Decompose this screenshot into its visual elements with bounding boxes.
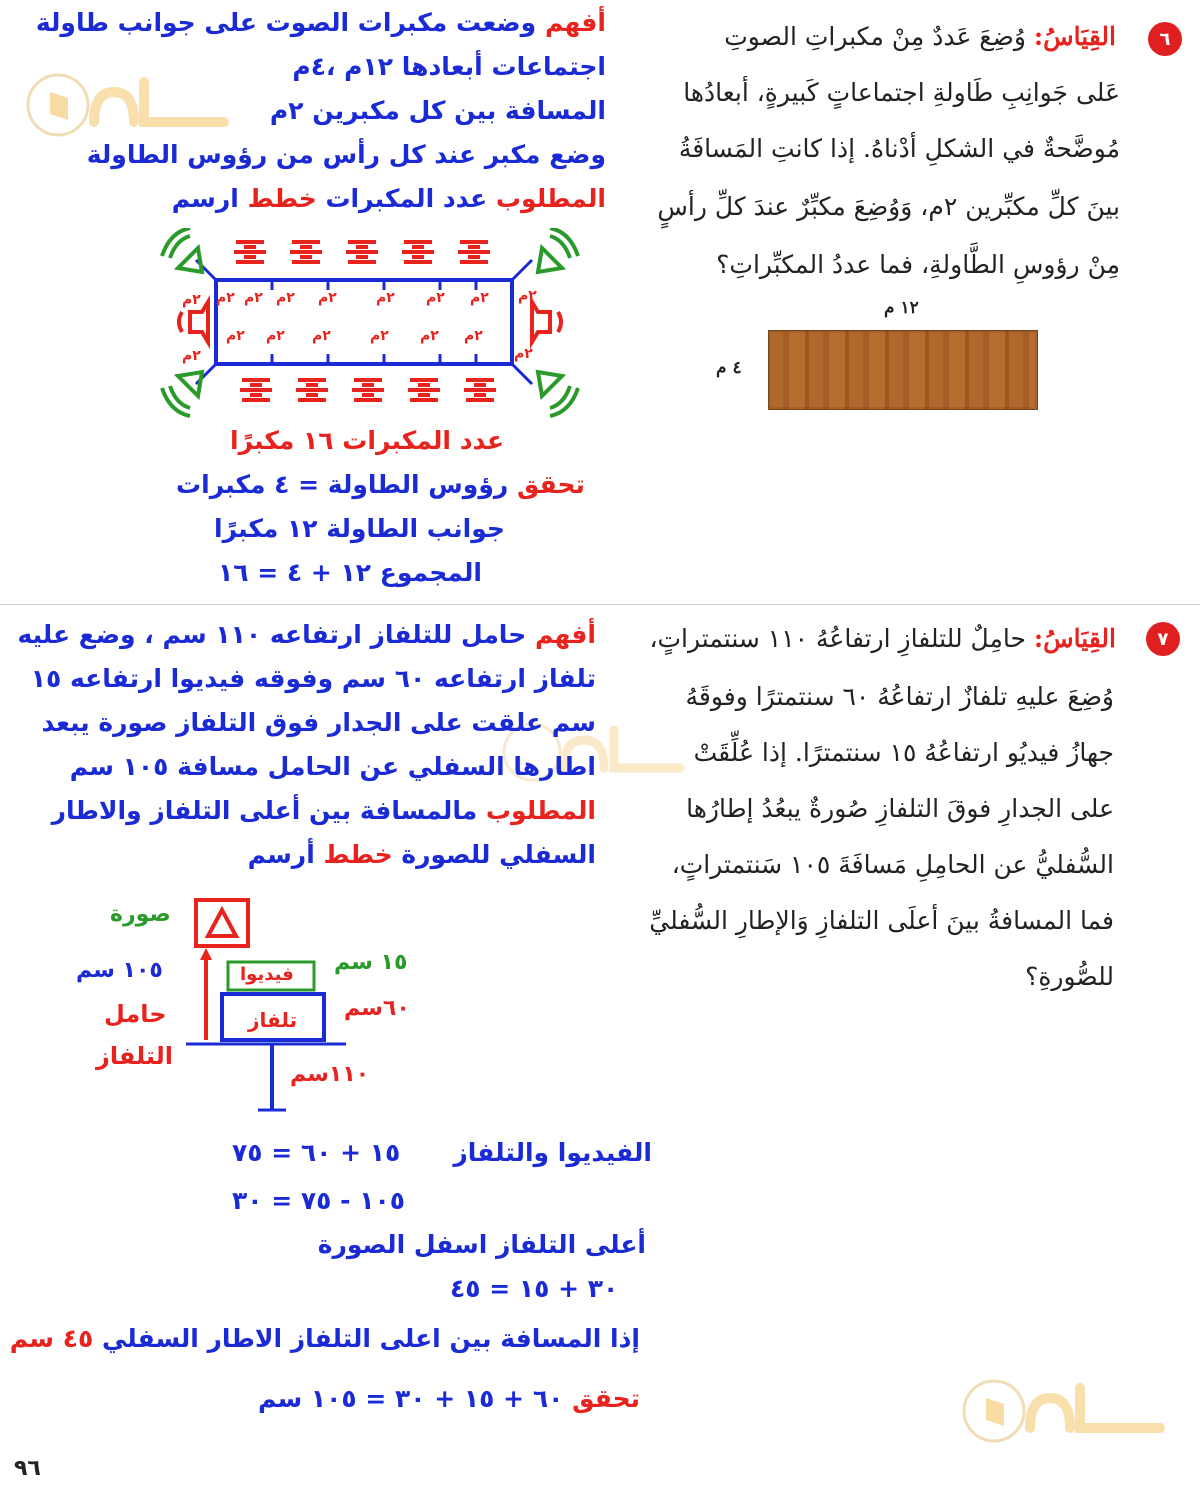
s6-plan-label: خطط — [247, 184, 317, 213]
s6-understand-label: أفهم — [544, 8, 606, 37]
watermark-logo-bottom — [960, 1368, 1170, 1454]
s7-check-label: تحقق — [572, 1384, 640, 1413]
diagram-distance-label: ٢م — [518, 288, 537, 304]
diagram-video-label: فيديوا — [240, 964, 294, 985]
table-length-label: ١٢ م — [884, 298, 919, 318]
diagram-distance-label: ٢م — [276, 290, 295, 306]
diagram-distance-label: ٢م — [426, 290, 445, 306]
diagram-distance-label: ٢م — [464, 328, 483, 344]
diagram-distance-label: ٢م — [244, 290, 263, 306]
diagram-distance-label: ٢م — [182, 348, 201, 364]
diagram-tv-label: تلفاز — [248, 1008, 298, 1032]
diagram-distance-label: ٢م — [370, 328, 389, 344]
s6-result: عدد المكبرات ١٦ مكبرًا — [230, 426, 505, 455]
s6-understand-line — [36, 8, 606, 37]
s7-required-text: مالمسافة بين أعلى التلفاز والاطار — [51, 796, 478, 825]
s6-understand-text: وضعت مكبرات الصوت على جوانب طاولة — [35, 8, 537, 37]
diagram-stand-label: حامل — [104, 1000, 167, 1028]
question-6-line-1: وُضِعَ عَددٌ مِنْ مكبراتِ الصوتِ — [724, 22, 1026, 51]
s7-calc-2: ١٠٥ - ٧٥ = ٣٠ — [232, 1186, 405, 1215]
question-7-text-line-5: السُّفليُّ عن الحامِلِ مَسافَةَ ١٠٥ سَنتمتراتٍ، — [671, 850, 1114, 879]
s7-calc-label: الفيديوا والتلفاز — [453, 1138, 652, 1167]
question-7-text-line-1 — [649, 624, 1116, 653]
s6-required-text: عدد المكبرات — [325, 184, 488, 213]
s7-line-3: سم علقت على الجدار فوق التلفاز صورة يبعد — [41, 708, 596, 737]
question-7-text-line-2: وُضِعَ عليهِ تلفازٌ ارتفاعُهُ ٦٠ سنتمترًا وفوقَهُ — [685, 682, 1114, 711]
s7-line-1: حامل للتلفاز ارتفاعه ١١٠ سم ، وضع عليه — [17, 620, 527, 649]
s6-line-3: المسافة بين كل مكبرين ٢م — [269, 96, 606, 125]
diagram-distance-label: ٢م — [318, 290, 337, 306]
question-6-text-line-3: مُوضَّحةٌ في الشكلِ أدْناهُ. إذا كانتِ المَسافَةُ — [678, 134, 1120, 163]
s7-line-4: اطارها السفلي عن الحامل مسافة ١٠٥ سم — [69, 752, 596, 781]
diagram-distance-label: ٢م — [470, 290, 489, 306]
s7-line-2: تلفاز ارتفاعه ٦٠ سم وفوقه فيديوا ارتفاعه ١٥ — [30, 664, 596, 693]
s7-check-text: ٦٠ + ١٥ + ٣٠ = ١٠٥ سم — [257, 1384, 564, 1413]
s6-check-3: المجموع ١٢ + ٤ = ١٦ — [218, 558, 482, 587]
s7-calc-3: ٣٠ + ١٥ = ٤٥ — [450, 1274, 619, 1303]
diagram-distance-label: ٢م — [312, 328, 331, 344]
wooden-table-image — [768, 330, 1038, 410]
page-number: ٩٦ — [14, 1456, 41, 1481]
s6-check-1: رؤوس الطاولة = ٤ مكبرات — [176, 470, 509, 499]
diagram-stand-label: التلفاز — [96, 1042, 173, 1070]
s6-check-label: تحقق — [516, 470, 585, 499]
question-6-text-line-1 — [724, 22, 1116, 51]
s6-required-label: المطلوب — [495, 184, 606, 213]
s6-line-4: وضع مكبر عند كل رأس من رؤوس الطاولة — [86, 140, 606, 169]
s6-plan-text: ارسم — [171, 184, 239, 213]
s7-line-6 — [248, 840, 596, 869]
question-7-label: القِيَاسُ: — [1033, 624, 1116, 653]
question-7-number: ٧ — [1146, 622, 1180, 656]
watermark-logo-top — [24, 62, 234, 148]
diagram-distance-label: ٢م — [376, 290, 395, 306]
s7-line-6-text: السفلي للصورة — [401, 840, 596, 869]
diagram-distance-label: ٢م — [266, 328, 285, 344]
s7-required-label: المطلوب — [485, 796, 596, 825]
question-7-line-1: حامِلٌ للتلفازِ ارتفاعُهُ ١١٠ سنتمتراتٍ، — [649, 624, 1026, 653]
diagram-110cm-label: ١١٠سم — [290, 1062, 370, 1087]
question-7-text-line-4: على الجدارِ فوقَ التلفازِ صُورةٌ يبعُدُ إطارُها — [686, 794, 1114, 823]
question-6-text-line-4: بينَ كلِّ مكبِّرين ٢م، وَوُضِعَ مكبِّرٌ عندَ كلِّ رأسٍ — [657, 192, 1120, 221]
s7-calc-1: ١٥ + ٦٠ = ٧٥ — [232, 1138, 401, 1167]
question-6-label: القِيَاسُ: — [1033, 22, 1116, 51]
s7-calc-3-label: أعلى التلفاز اسفل الصورة — [317, 1230, 646, 1259]
diagram-picture-label: صورة — [110, 902, 171, 927]
question-6-number: ٦ — [1148, 22, 1182, 56]
s7-plan-text: أرسم — [247, 840, 315, 869]
diagram-distance-label: ٢م — [226, 328, 245, 344]
diagram-15cm-label: ١٥ سم — [334, 950, 408, 975]
question-7-text-line-6: فما المسافةُ بينَ أعلَى التلفازِ وَالإطارِ السُّفليِّ — [649, 906, 1114, 935]
diagram-distance-label: ٢م — [182, 292, 201, 308]
speakers-diagram — [160, 228, 580, 418]
s7-check-line — [258, 1384, 640, 1413]
s6-check-line-1 — [176, 470, 585, 499]
question-7-text-line-7: للصُّورةِ؟ — [1025, 962, 1114, 991]
s7-plan-label: خطط — [323, 840, 393, 869]
table-width-label: ٤ م — [716, 358, 742, 378]
diagram-105cm-label: ١٠٥ سم — [76, 958, 163, 983]
s7-understand-label: أفهم — [534, 620, 596, 649]
diagram-distance-label: ٢م — [216, 290, 235, 306]
diagram-distance-label: ٢م — [420, 328, 439, 344]
s7-conclusion: إذا المسافة بين اعلى التلفاز الاطار السفلي — [101, 1324, 640, 1353]
section-divider — [0, 604, 1200, 605]
diagram-distance-label: ٢م — [514, 346, 533, 362]
question-7-text-line-3: جهازُ فيديُو ارتفاعُهُ ١٥ سنتمترًا. إذا عُلِّقَتْ — [693, 738, 1114, 767]
s7-conclusion-value: ٤٥ سم — [9, 1324, 94, 1353]
question-6-text-line-2: عَلى جَوانِبِ طَاولةِ اجتماعاتٍ كَبيرةٍ، أبعادُها — [683, 78, 1120, 107]
question-6-text-line-5: مِنْ رؤوسِ الطَّاولةِ، فما عددُ المكبِّراتِ؟ — [716, 250, 1120, 279]
s6-required-line — [172, 184, 606, 213]
s7-required-line — [52, 796, 596, 825]
s7-conclusion-line — [10, 1324, 640, 1353]
s7-understand-line — [17, 620, 596, 649]
s6-check-2: جوانب الطاولة ١٢ مكبرًا — [214, 514, 505, 543]
diagram-60cm-label: ٦٠سم — [344, 996, 410, 1021]
s6-line-2: اجتماعات أبعادها ١٢م ،٤م — [292, 52, 606, 81]
